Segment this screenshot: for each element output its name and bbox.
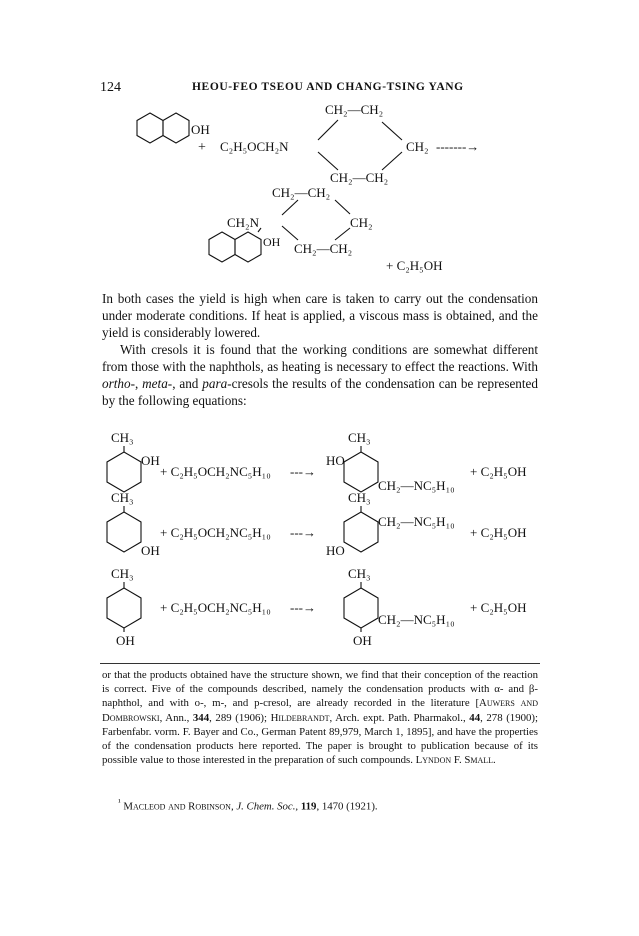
eq2-ch3: CH₃ bbox=[111, 490, 134, 505]
eq3-arrow: ---→ bbox=[290, 600, 316, 615]
page-number: 124 bbox=[100, 80, 121, 95]
reaction-arrow: -------→ bbox=[436, 139, 480, 154]
running-title: HEOU-FEO TSEOU AND CHANG-TSING YANG bbox=[192, 81, 464, 93]
eq3-oh: OH bbox=[116, 633, 135, 648]
product-bottom: CH₂—CH₂ bbox=[294, 241, 353, 256]
product-top: CH₂—CH₂ bbox=[272, 185, 331, 200]
eq2-product-sub: CH₂—NC₅H₁₀ bbox=[378, 514, 455, 529]
eq1-arrow: ---→ bbox=[290, 464, 316, 479]
o-cresol-product-ring bbox=[344, 452, 378, 492]
eq3-product-oh: OH bbox=[353, 633, 372, 648]
reagent-formula: C₂H₅OCH₂N bbox=[220, 139, 289, 154]
piperidine-top: CH₂—CH₂ bbox=[325, 102, 384, 117]
eq2-oh: OH bbox=[141, 543, 160, 558]
eq3-product-sub: CH₂—NC₅H₁₀ bbox=[378, 612, 455, 627]
naphthol-oh: OH bbox=[191, 122, 210, 137]
plus-sign: + bbox=[198, 140, 206, 155]
naphthalene-ring-right bbox=[163, 113, 189, 143]
product-naphthalene-left bbox=[209, 232, 235, 262]
product-naphthalene-right bbox=[235, 232, 261, 262]
piperidine-bottom: CH₂—CH₂ bbox=[330, 170, 389, 185]
paragraph-cresols: With cresols it is found that the working conditions are somewhat different from those with the naphthols, as heating is necessary to effect the reactions. With ortho-, meta-, and para-cresols the results of the condensation can be represented by the following equations: bbox=[102, 342, 539, 408]
product-ch2: CH₂ bbox=[350, 215, 373, 230]
product-ch2n: CH₂N bbox=[227, 215, 259, 230]
footnote-text: or that the products obtained have the structure shown, we find that their conception of the reaction is correct. Five of the compounds described, namely the condensation products with α- and β-naphthol, and with o-, m-, and p-cresol, are already recorded in the literature [Auwers and Dombrowski, Ann., 344, 289 (1906); Hildebrandt, Arch. expt. Path. Pharmakol., 44, 278 (1900); Farbenfabr. vorm. F. Bayer and Co., German Patent 89,979, March 1, 1895], and have the properties of the condensation products here reported. The paper is brought to publication because of its possible value to those interested in the preparation of such compounds. Lyndon F. Small. bbox=[102, 669, 538, 767]
eq2-reagent: + C₂H₅OCH₂NC₅H₁₀ bbox=[160, 525, 271, 540]
body-text bbox=[102, 290, 538, 409]
eq2-arrow: ---→ bbox=[290, 525, 316, 540]
product-oh: OH bbox=[263, 235, 281, 249]
m-cresol-ring bbox=[107, 512, 141, 552]
eq1-reagent: + C₂H₅OCH₂NC₅H₁₀ bbox=[160, 464, 271, 479]
eq1-product-sub: CH₂—NC₅H₁₀ bbox=[378, 478, 455, 493]
footnote bbox=[102, 668, 538, 767]
paragraph-yield: In both cases the yield is high when care is taken to carry out the condensation under moderate conditions. If heat is applied, a viscous mass is obtained, and the yield is considerably lowered. bbox=[102, 291, 538, 340]
byproduct-ethanol: + C₂H₅OH bbox=[386, 258, 443, 273]
eq1-ch3: CH₃ bbox=[111, 430, 134, 445]
naphthalene-ring-left bbox=[137, 113, 163, 143]
footnote-rule bbox=[100, 663, 540, 664]
eq3-reagent: + C₂H₅OCH₂NC₅H₁₀ bbox=[160, 600, 271, 615]
eq3-ch3: CH₃ bbox=[111, 566, 134, 581]
eq2-product-ch3: CH₃ bbox=[348, 490, 371, 505]
eq1-product-ch3: CH₃ bbox=[348, 430, 371, 445]
eq2-byproduct: + C₂H₅OH bbox=[470, 525, 527, 540]
eq1-byproduct: + C₂H₅OH bbox=[470, 464, 527, 479]
eq2-product-ho: HO bbox=[326, 543, 345, 558]
eq1-product-ho: HO bbox=[326, 453, 345, 468]
o-cresol-ring bbox=[107, 452, 141, 492]
p-cresol-ring bbox=[107, 588, 141, 628]
p-cresol-product-ring bbox=[344, 588, 378, 628]
eq1-oh: OH bbox=[141, 453, 160, 468]
reference: $^{^1}$ Macleod and Robinson, J. Chem. Soc., 119, 1470 (1921). bbox=[118, 797, 378, 813]
m-cresol-product-ring bbox=[344, 512, 378, 552]
eq3-product-ch3: CH₃ bbox=[348, 566, 371, 581]
piperidine-ch2: CH₂ bbox=[406, 139, 429, 154]
eq3-byproduct: + C₂H₅OH bbox=[470, 600, 527, 615]
